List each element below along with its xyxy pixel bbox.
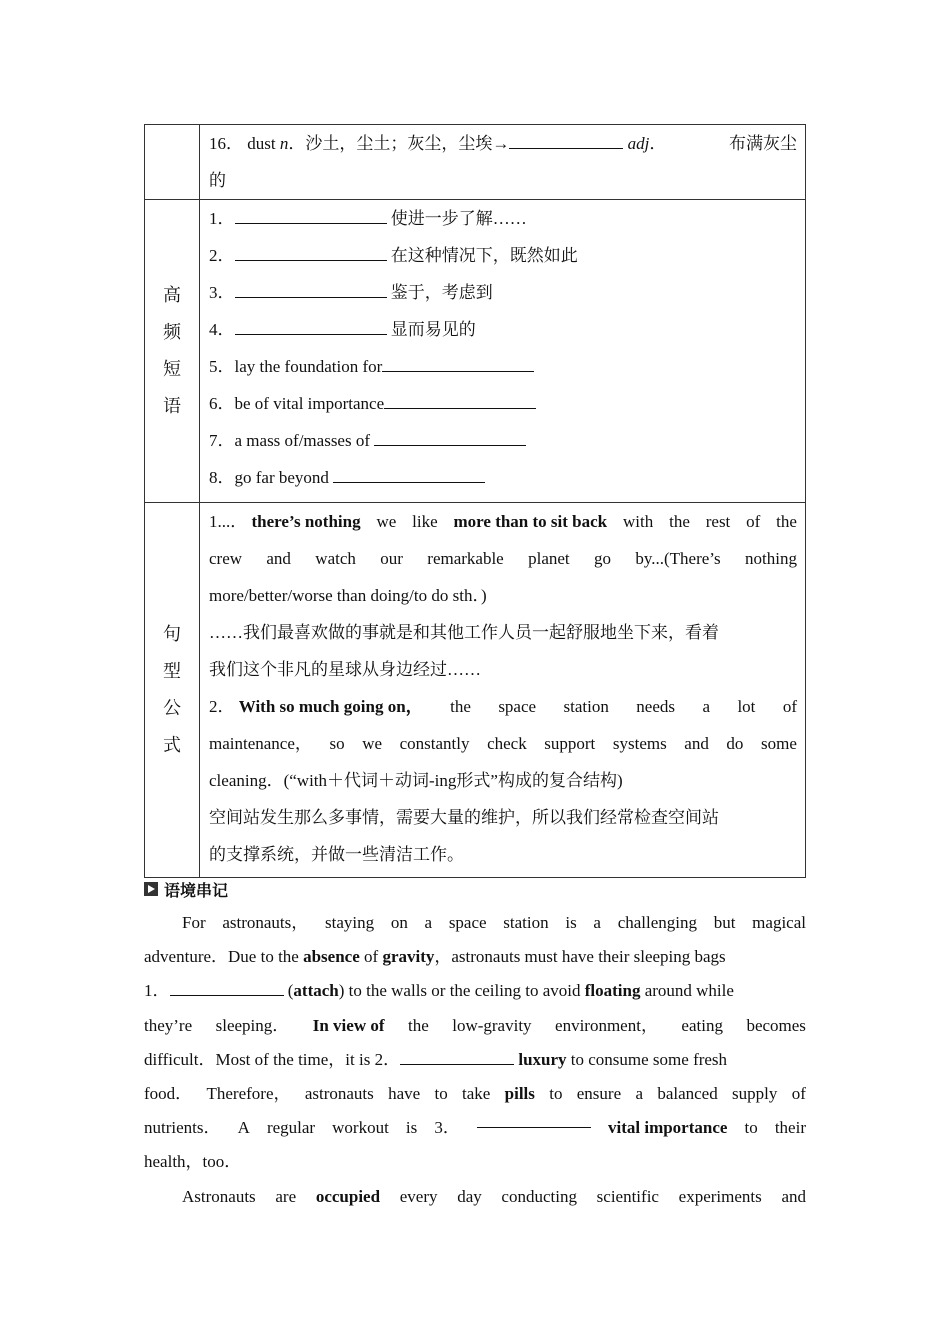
part-of-speech: n	[279, 134, 289, 153]
answer-blank[interactable]	[509, 132, 623, 149]
passage-line: health，too．	[144, 1152, 242, 1172]
phrase-item: 3． 鉴于，考虑到	[209, 283, 493, 302]
word-row-label-cell	[145, 125, 200, 200]
answer-blank[interactable]	[170, 979, 284, 996]
answer-blank[interactable]	[333, 466, 485, 483]
answer-blank[interactable]	[400, 1048, 514, 1065]
answer-blank[interactable]	[235, 207, 387, 224]
arrow-icon: →	[492, 134, 510, 153]
patterns-label: 句 型 公 式	[145, 503, 200, 878]
pattern1-translation2: 我们这个非凡的星球从身边经过……	[209, 660, 481, 679]
derived-meaning-b: 的	[209, 171, 226, 190]
part-of-speech-2: adj	[627, 134, 650, 153]
answer-blank[interactable]	[235, 244, 387, 261]
passage-line: they’re sleeping． In view of the low-gravity environment， eating becomes	[144, 1015, 806, 1035]
answer-blank[interactable]	[477, 1111, 591, 1128]
word: dust	[247, 134, 276, 153]
passage-line: nutrients． A regular workout is 3． vital importance to their	[144, 1111, 806, 1145]
derived-meaning-a: 布满灰尘	[729, 134, 797, 153]
pattern1-translation1: ……我们最喜欢做的事就是和其他工作人员一起舒服地坐下来，看着	[209, 623, 719, 642]
answer-blank[interactable]	[382, 355, 534, 372]
pattern2-line3: cleaning．(“with＋代词＋动词-ing形式”构成的复合结构)	[209, 771, 623, 790]
triangle-play-icon	[144, 882, 158, 896]
answer-blank[interactable]	[384, 392, 536, 409]
phrase-item: 8．go far beyond	[209, 459, 797, 496]
word-entry-16: 16． dust n．沙土，尘土；灰尘，尘埃→ adj． 布满灰尘 的	[200, 125, 806, 200]
phrase-item: 4． 显而易见的	[209, 320, 476, 339]
word-row	[145, 125, 806, 200]
pattern1-line1: 1...． there’s nothing we like more than to sit back with the rest of the	[209, 512, 797, 531]
pattern2-line2: maintenance， so we constantly check support systems and do some	[209, 734, 797, 753]
patterns-list	[200, 503, 806, 878]
phrase-item: 6．be of vital importance	[209, 385, 797, 422]
phrase-item: 2． 在这种情况下，既然如此	[209, 246, 578, 265]
phrases-list	[200, 200, 806, 503]
pattern2-line1: 2． With so much going on， the space station needs a lot of	[209, 697, 797, 716]
patterns-row	[145, 503, 806, 878]
word-number: 16	[209, 134, 226, 153]
document-page	[144, 124, 806, 1214]
section-title: 语境串记	[164, 880, 229, 900]
pattern1-line2: crew and watch our remarkable planet go by...(There’s nothing	[209, 549, 797, 568]
passage-line: 1． (attach) to the walls or the ceiling to avoid floating around while	[144, 981, 734, 1001]
phrases-row	[145, 200, 806, 503]
word-meaning: 沙土，尘土；灰尘，尘埃	[305, 134, 493, 153]
phrase-item: 1． 使进一步了解……	[209, 209, 527, 228]
phrases-label: 高 频 短 语	[145, 200, 200, 503]
passage-line: adventure．Due to the absence of gravity，astronauts must have their sleeping bags	[144, 947, 726, 967]
answer-blank[interactable]	[374, 429, 526, 446]
phrase-item: 7．a mass of/masses of	[209, 422, 797, 459]
section-header	[144, 878, 806, 900]
answer-blank[interactable]	[235, 281, 387, 298]
passage-line: food． Therefore， astronauts have to take pills to ensure a balanced supply of	[144, 1084, 806, 1104]
passage-line: difficult．Most of the time，it is 2． luxury to consume some fresh	[144, 1049, 728, 1069]
context-passage	[144, 906, 806, 1214]
vocabulary-table	[144, 124, 806, 878]
answer-blank[interactable]	[235, 318, 387, 335]
passage-line: Astronauts are occupied every day conducting scientific experiments and	[182, 1186, 806, 1206]
pattern1-line3: more/better/worse than doing/to do sth．)	[209, 586, 487, 605]
phrase-item: 5．lay the foundation for	[209, 348, 797, 385]
pattern2-translation1: 空间站发生那么多事情，需要大量的维护，所以我们经常检查空间站	[209, 808, 719, 827]
passage-line: For astronauts， staying on a space station is a challenging but magical	[182, 913, 806, 932]
pattern2-translation2: 的支撑系统，并做一些清洁工作。	[209, 845, 464, 864]
